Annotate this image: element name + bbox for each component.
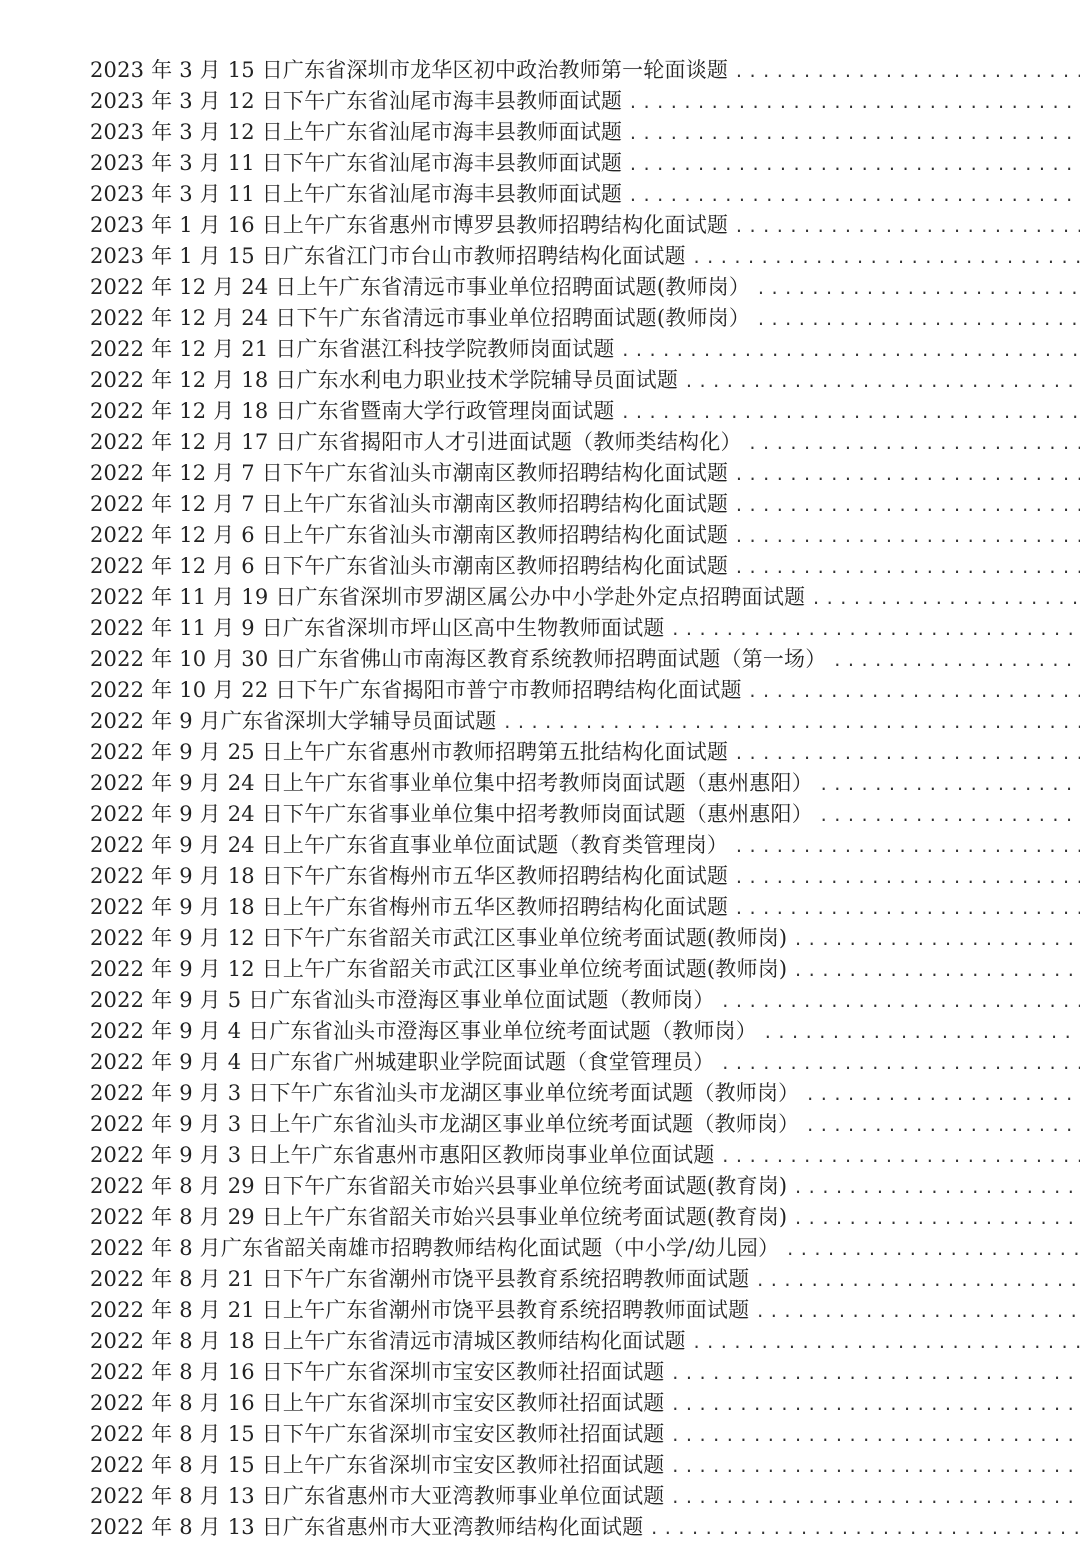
toc-entry-title: 2022 年 9 月 12 日下午广东省韶关市武江区事业单位统考面试题(教师岗): [90, 926, 788, 950]
toc-entry[interactable]: [90, 768, 1080, 799]
toc-entry[interactable]: [90, 1388, 1080, 1419]
toc-entry-title: 2022 年 8 月 21 日上午广东省潮州市饶平县教育系统招聘教师面试题: [90, 1298, 750, 1322]
toc-entry[interactable]: [90, 551, 1080, 582]
dot-leader: [734, 738, 1080, 768]
toc-entry-title: 2022 年 10 月 22 日下午广东省揭阳市普宁市教师招聘结构化面试题: [90, 678, 742, 702]
toc-entry-title: 2022 年 9 月 5 日广东省汕头市澄海区事业单位面试题（教师岗）: [90, 988, 715, 1012]
toc-entry[interactable]: [90, 148, 1080, 179]
dot-leader: [671, 1451, 1080, 1481]
dot-leader: [620, 335, 1080, 365]
toc-entry-title: 2022 年 11 月 9 日广东省深圳市坪山区高中生物教师面试题: [90, 616, 665, 640]
toc-entry-title: 2022 年 8 月 15 日下午广东省深圳市宝安区教师社招面试题: [90, 1422, 665, 1446]
toc-entry[interactable]: [90, 396, 1080, 427]
toc-entry-title: 2022 年 8 月 13 日广东省惠州市大亚湾教师结构化面试题: [90, 1515, 644, 1539]
toc-entry[interactable]: [90, 737, 1080, 768]
toc-entry-title: 2022 年 12 月 18 日广东水利电力职业技术学院辅导员面试题: [90, 368, 679, 392]
toc-entry-title: 2022 年 12 月 6 日下午广东省汕头市潮南区教师招聘结构化面试题: [90, 554, 729, 578]
toc-entry[interactable]: [90, 334, 1080, 365]
toc-entry-title: 2022 年 12 月 21 日广东省湛江科技学院教师岗面试题: [90, 337, 615, 361]
dot-leader: [805, 1079, 1080, 1109]
dot-leader: [793, 1172, 1080, 1202]
toc-entry-title: 2022 年 9 月 4 日广东省广州城建职业学院面试题（食堂管理员）: [90, 1050, 715, 1074]
toc-entry[interactable]: [90, 1140, 1080, 1171]
toc-entry-title: 2022 年 12 月 24 日上午广东省清远市事业单位招聘面试题(教师岗）: [90, 275, 751, 299]
toc-entry[interactable]: [90, 272, 1080, 303]
toc-entry[interactable]: [90, 1047, 1080, 1078]
toc-entry[interactable]: [90, 1233, 1080, 1264]
dot-leader: [819, 769, 1080, 799]
toc-entry[interactable]: [90, 1171, 1080, 1202]
toc-entry-title: 2022 年 8 月 29 日下午广东省韶关市始兴县事业单位统考面试题(教育岗): [90, 1174, 788, 1198]
dot-leader: [671, 614, 1080, 644]
dot-leader: [620, 397, 1080, 427]
toc-entry[interactable]: [90, 613, 1080, 644]
dot-leader: [832, 645, 1080, 675]
toc-entry-title: 2023 年 3 月 11 日下午广东省汕尾市海丰县教师面试题: [90, 151, 623, 175]
toc-entry-title: 2022 年 12 月 7 日下午广东省汕头市潮南区教师招聘结构化面试题: [90, 461, 729, 485]
dot-leader: [628, 87, 1080, 117]
toc-entry[interactable]: [90, 241, 1080, 272]
dot-leader: [649, 1513, 1080, 1543]
dot-leader: [734, 459, 1080, 489]
toc-entry[interactable]: [90, 1295, 1080, 1326]
dot-leader: [819, 800, 1080, 830]
dot-leader: [734, 893, 1080, 923]
toc-entry[interactable]: [90, 427, 1080, 458]
dot-leader: [756, 304, 1080, 334]
toc-entry-title: 2022 年 9 月 24 日下午广东省事业单位集中招考教师岗面试题（惠州惠阳）: [90, 802, 813, 826]
toc-entry[interactable]: [90, 1419, 1080, 1450]
dot-leader: [734, 552, 1080, 582]
dot-leader: [671, 1389, 1080, 1419]
toc-entry-title: 2022 年 12 月 7 日上午广东省汕头市潮南区教师招聘结构化面试题: [90, 492, 729, 516]
toc-entry[interactable]: [90, 489, 1080, 520]
toc-entry[interactable]: [90, 55, 1080, 86]
dot-leader: [502, 707, 1080, 737]
dot-leader: [748, 676, 1080, 706]
table-of-contents: [90, 55, 1080, 1543]
dot-leader: [734, 521, 1080, 551]
toc-entry-title: 2022 年 9 月 3 日上午广东省汕头市龙湖区事业单位统考面试题（教师岗）: [90, 1112, 800, 1136]
dot-leader: [721, 1141, 1080, 1171]
toc-entry-title: 2022 年 9 月 4 日广东省汕头市澄海区事业单位统考面试题（教师岗）: [90, 1019, 757, 1043]
toc-entry-title: 2023 年 1 月 15 日广东省江门市台山市教师招聘结构化面试题: [90, 244, 686, 268]
toc-entry-title: 2022 年 9 月 24 日上午广东省事业单位集中招考教师岗面试题（惠州惠阳）: [90, 771, 813, 795]
toc-entry-title: 2022 年 12 月 18 日广东省暨南大学行政管理岗面试题: [90, 399, 615, 423]
toc-entry[interactable]: [90, 861, 1080, 892]
toc-entry[interactable]: [90, 1357, 1080, 1388]
toc-entry-title: 2022 年 8 月 13 日广东省惠州市大亚湾教师事业单位面试题: [90, 1484, 665, 1508]
toc-entry[interactable]: [90, 1512, 1080, 1543]
toc-entry[interactable]: [90, 1450, 1080, 1481]
toc-entry-title: 2022 年 9 月 3 日上午广东省惠州市惠阳区教师岗事业单位面试题: [90, 1143, 715, 1167]
dot-leader: [671, 1482, 1080, 1512]
toc-entry[interactable]: [90, 706, 1080, 737]
dot-leader: [755, 1296, 1080, 1326]
toc-entry-title: 2022 年 8 月 16 日下午广东省深圳市宝安区教师社招面试题: [90, 1360, 665, 1384]
dot-leader: [628, 149, 1080, 179]
toc-entry[interactable]: [90, 117, 1080, 148]
dot-leader: [721, 1048, 1080, 1078]
dot-leader: [734, 211, 1080, 241]
toc-entry-title: 2022 年 9 月 18 日上午广东省梅州市五华区教师招聘结构化面试题: [90, 895, 729, 919]
toc-entry[interactable]: [90, 1202, 1080, 1233]
dot-leader: [793, 924, 1080, 954]
toc-entry-title: 2022 年 8 月广东省韶关南雄市招聘教师结构化面试题（中小学/幼儿园）: [90, 1236, 780, 1260]
toc-entry[interactable]: [90, 1264, 1080, 1295]
toc-entry-title: 2023 年 3 月 15 日广东省深圳市龙华区初中政治教师第一轮面谈题: [90, 58, 729, 82]
dot-leader: [734, 831, 1080, 861]
toc-entry[interactable]: [90, 582, 1080, 613]
dot-leader: [692, 242, 1080, 272]
toc-entry[interactable]: [90, 365, 1080, 396]
toc-entry[interactable]: [90, 86, 1080, 117]
toc-entry-title: 2023 年 3 月 12 日下午广东省汕尾市海丰县教师面试题: [90, 89, 623, 113]
toc-entry-title: 2022 年 9 月 12 日上午广东省韶关市武江区事业单位统考面试题(教师岗): [90, 957, 788, 981]
dot-leader: [684, 366, 1080, 396]
toc-entry[interactable]: [90, 1109, 1080, 1140]
toc-entry-title: 2022 年 8 月 29 日上午广东省韶关市始兴县事业单位统考面试题(教育岗): [90, 1205, 788, 1229]
dot-leader: [756, 273, 1080, 303]
toc-entry[interactable]: [90, 520, 1080, 551]
toc-entry[interactable]: [90, 923, 1080, 954]
toc-entry-title: 2022 年 12 月 6 日上午广东省汕头市潮南区教师招聘结构化面试题: [90, 523, 729, 547]
dot-leader: [721, 986, 1080, 1016]
toc-entry-title: 2022 年 8 月 15 日上午广东省深圳市宝安区教师社招面试题: [90, 1453, 665, 1477]
dot-leader: [671, 1420, 1080, 1450]
dot-leader: [628, 180, 1080, 210]
toc-entry[interactable]: [90, 892, 1080, 923]
toc-entry[interactable]: [90, 1016, 1080, 1047]
dot-leader: [748, 428, 1080, 458]
toc-entry-title: 2022 年 9 月 3 日下午广东省汕头市龙湖区事业单位统考面试题（教师岗）: [90, 1081, 800, 1105]
toc-entry[interactable]: [90, 210, 1080, 241]
toc-entry-title: 2022 年 9 月 25 日上午广东省惠州市教师招聘第五批结构化面试题: [90, 740, 729, 764]
dot-leader: [734, 490, 1080, 520]
toc-entry-title: 2022 年 11 月 19 日广东省深圳市罗湖区属公办中小学赴外定点招聘面试题: [90, 585, 806, 609]
toc-entry[interactable]: [90, 1078, 1080, 1109]
toc-entry[interactable]: [90, 303, 1080, 334]
toc-entry[interactable]: [90, 644, 1080, 675]
toc-entry[interactable]: [90, 830, 1080, 861]
toc-entry-title: 2022 年 10 月 30 日广东省佛山市南海区教育系统教师招聘面试题（第一场）: [90, 647, 827, 671]
toc-entry-title: 2022 年 9 月 24 日上午广东省直事业单位面试题（教育类管理岗）: [90, 833, 729, 857]
toc-entry-title: 2022 年 8 月 18 日上午广东省清远市清城区教师结构化面试题: [90, 1329, 686, 1353]
toc-entry-title: 2022 年 9 月 18 日下午广东省梅州市五华区教师招聘结构化面试题: [90, 864, 729, 888]
toc-entry[interactable]: [90, 458, 1080, 489]
dot-leader: [763, 1017, 1080, 1047]
toc-entry[interactable]: [90, 675, 1080, 706]
dot-leader: [628, 118, 1080, 148]
toc-entry-title: 2023 年 3 月 11 日上午广东省汕尾市海丰县教师面试题: [90, 182, 623, 206]
toc-entry-title: 2022 年 12 月 24 日下午广东省清远市事业单位招聘面试题(教师岗）: [90, 306, 751, 330]
toc-entry-title: 2022 年 9 月广东省深圳大学辅导员面试题: [90, 709, 497, 733]
toc-entry[interactable]: [90, 1326, 1080, 1357]
toc-entry[interactable]: [90, 985, 1080, 1016]
dot-leader: [671, 1358, 1080, 1388]
toc-entry[interactable]: [90, 1481, 1080, 1512]
toc-entry[interactable]: [90, 954, 1080, 985]
toc-entry-title: 2023 年 1 月 16 日上午广东省惠州市博罗县教师招聘结构化面试题: [90, 213, 729, 237]
dot-leader: [805, 1110, 1080, 1140]
dot-leader: [734, 862, 1080, 892]
toc-entry-title: 2022 年 12 月 17 日广东省揭阳市人才引进面试题（教师类结构化）: [90, 430, 742, 454]
dot-leader: [793, 1203, 1080, 1233]
dot-leader: [734, 56, 1080, 86]
dot-leader: [692, 1327, 1080, 1357]
dot-leader: [785, 1234, 1080, 1264]
dot-leader: [755, 1265, 1080, 1295]
toc-entry[interactable]: [90, 179, 1080, 210]
toc-entry[interactable]: [90, 799, 1080, 830]
dot-leader: [793, 955, 1080, 985]
toc-entry-title: 2022 年 8 月 16 日上午广东省深圳市宝安区教师社招面试题: [90, 1391, 665, 1415]
toc-entry-title: 2023 年 3 月 12 日上午广东省汕尾市海丰县教师面试题: [90, 120, 623, 144]
toc-entry-title: 2022 年 8 月 21 日下午广东省潮州市饶平县教育系统招聘教师面试题: [90, 1267, 750, 1291]
dot-leader: [811, 583, 1080, 613]
